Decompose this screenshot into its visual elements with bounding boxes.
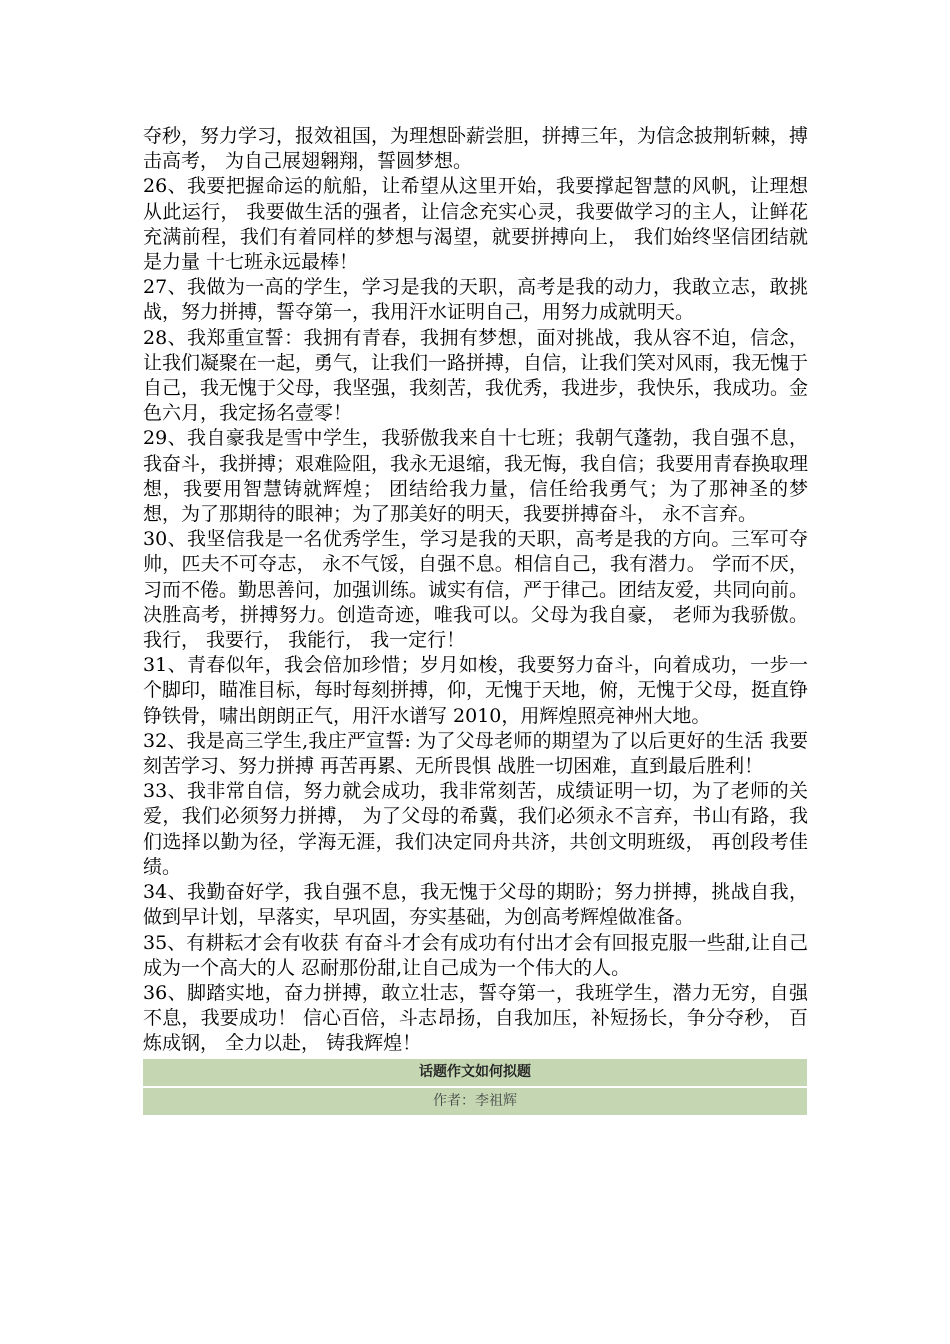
- paragraph-31: 31、青春似年，我会倍加珍惜；岁月如梭，我要努力奋斗，向着成功，一步一个脚印，瞄准目标，每时每刻拼搏，仰，无愧于天地，俯，无愧于父母，挺直铮铮铁骨，啸出朗朗正气，用汗水谱写 2010，用辉煌照亮神州大地。: [143, 654, 809, 727]
- article-header-table: [143, 1059, 807, 1115]
- document-page: [143, 124, 808, 1115]
- paragraph-34: 34、我勤奋好学，我自强不息，我无愧于父母的期盼；努力拼搏，挑战自我，做到早计划，早落实，早巩固，夯实基础，为创高考辉煌做准备。: [143, 881, 808, 929]
- paragraph-30: 30、我坚信我是一名优秀学生，学习是我的天职，高考是我的方向。三军可夺帅，匹夫不可夺志， 永不气馁，自强不息。相信自己，我有潜力。 学而不厌，习而不倦。勤思善问，加强训练。诚实有信，严于律己。团结友爱，共同向前。决胜高考，拼搏努力。创造奇迹，唯我可以。父母为我自豪， 老师为我骄傲。我行， 我要行， 我能行， 我一定行！: [143, 528, 809, 652]
- paragraph-32: 32、我是高三学生,我庄严宣誓: 为了父母老师的期望为了以后更好的生活 我要刻苦学习、努力拼搏 再苦再累、无所畏惧 战胜一切困难，直到最后胜利！: [143, 729, 808, 778]
- paragraph-36: 36、脚踏实地，奋力拼搏，敢立壮志，誓夺第一，我班学生，潜力无穷，自强不息，我要成功！ 信心百倍，斗志昂扬，自我加压，补短扬长，争分夺秒， 百炼成钢， 全力以赴， 铸我辉煌！: [143, 981, 808, 1055]
- paragraph-26: 26、我要把握命运的航船，让希望从这里开始，我要撑起智慧的风帆，让理想从此运行， 我要做生活的强者，让信念充实心灵，我要做学习的主人，让鲜花充满前程，我们有着同样的梦想与渴望，就要拼搏向上， 我们始终坚信团结就是力量 十七班永远最棒！: [143, 175, 808, 274]
- paragraph-continuation: 夺秒，努力学习，报效祖国，为理想卧薪尝胆，拼搏三年，为信念披荆斩棘，搏击高考， 为自己展翅翱翔，誓圆梦想。: [143, 125, 809, 173]
- paragraph-27: 27、我做为一高的学生，学习是我的天职，高考是我的动力，我敢立志，敢挑战，努力拼搏，誓夺第一，我用汗水证明自己，用努力成就明天。: [143, 276, 808, 324]
- paragraph-29: 29、我自豪我是雪中学生，我骄傲我来自十七班；我朝气蓬勃，我自强不息，我奋斗，我拼搏；艰难险阻，我永无退缩，我无悔，我自信；我要用青春换取理想，我要用智慧铸就辉煌； 团结给我力量，信任给我勇气；为了那神圣的梦想，为了那期待的眼神；为了那美好的明天，我要拼搏奋斗， 永不言弃。: [143, 427, 809, 526]
- paragraph-28: 28、我郑重宣誓：我拥有青春，我拥有梦想，面对挑战，我从容不迫，信念，让我们凝聚在一起，勇气，让我们一路拼搏，自信，让我们笑对风雨，我无愧于自己，我无愧于父母，我坚强，我刻苦，我优秀，我进步，我快乐，我成功。金色六月，我定扬名壹零！: [143, 326, 809, 425]
- article-title: 话题作文如何拟题: [143, 1059, 807, 1088]
- article-author: 作者：李祖辉: [143, 1088, 807, 1115]
- paragraph-33: 33、我非常自信，努力就会成功，我非常刻苦，成绩证明一切，为了老师的关爱，我们必须努力拼搏， 为了父母的希冀，我们必须永不言弃，书山有路，我们选择以勤为径，学海无涯，我们决定同舟共济，共创文明班级， 再创段考佳绩。: [143, 780, 808, 878]
- paragraph-35: 35、有耕耘才会有收获 有奋斗才会有成功有付出才会有回报克服一些甜,让自己成为一个高大的人 忍耐那份甜,让自己成为一个伟大的人。: [143, 931, 808, 979]
